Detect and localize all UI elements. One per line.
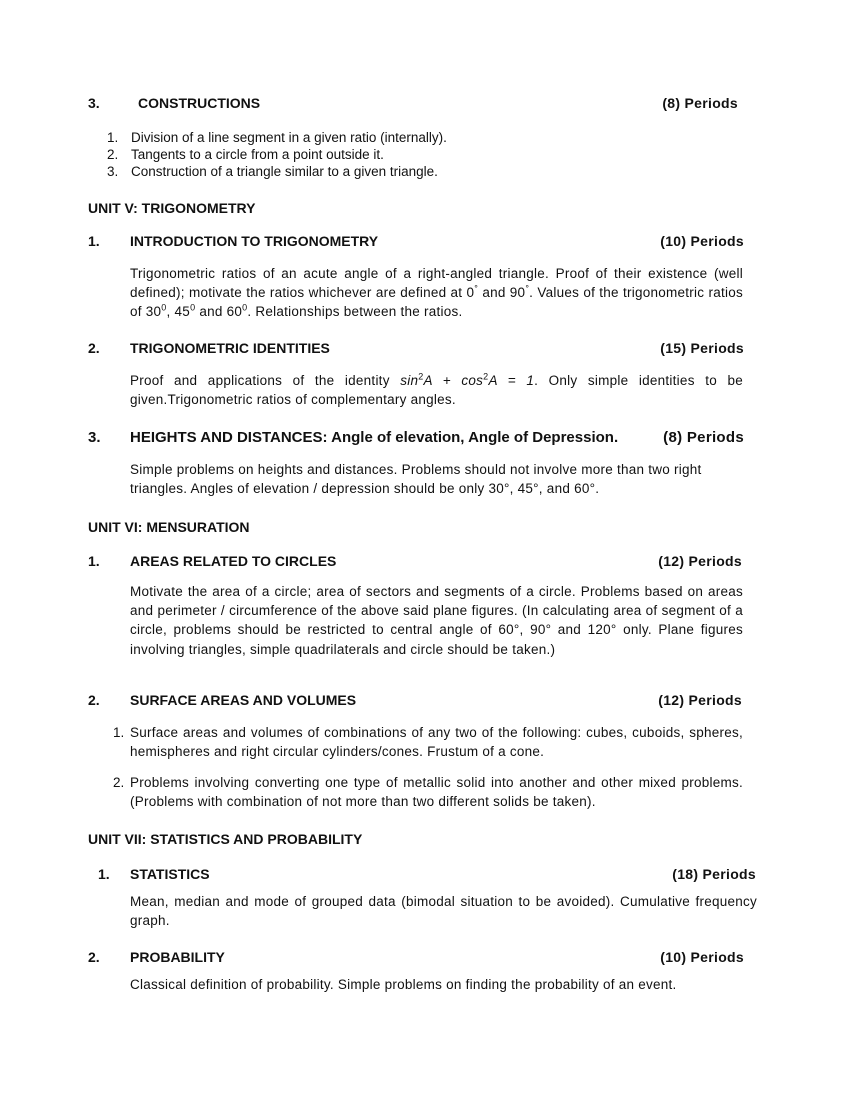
periods: (8) Periods [662,95,738,111]
periods: (10) Periods [660,233,744,249]
periods: (8) Periods [663,429,744,446]
section-number: 2. [88,949,100,965]
section-description: Simple problems on heights and distances. Problems should not involve more than two right triangles. Angles of elevation / depression should be only 30°, 45°, and 60°. [130,462,702,497]
section-title: HEIGHTS AND DISTANCES: Angle of elevation, Angle of Depression. [130,429,619,446]
list-item: Tangents to a circle from a point outside it. [131,147,384,162]
section-title: AREAS RELATED TO CIRCLES [130,553,337,569]
section-number: 2. [88,692,100,708]
section-title: TRIGONOMETRIC IDENTITIES [130,340,330,356]
section-description: Motivate the area of a circle; area of sectors and segments of a circle. Problems based on areas and perimeter / circumference of the above said plane figures. (In calculating area of segment of a circle, problems should be restricted to central angle of 60°, 90° and 120° only. Plane figures involving triangles, simple quadrilaterals and circle should be taken.) [130,584,743,657]
list-number: 1. [107,130,119,145]
section-number: 2. [88,340,100,356]
section-description: Classical definition of probability. Simple problems on finding the probability of an event. [130,977,677,992]
list-item: Construction of a triangle similar to a given triangle. [131,164,438,179]
periods: (18) Periods [672,866,756,882]
unit-title: UNIT VI: MENSURATION [88,519,250,535]
list-item: Surface areas and volumes of combinations of any two of the following: cubes, cuboids, spheres, hemispheres and right circular cylinders/cones. Frustum of a cone. [130,725,743,760]
section-title: CONSTRUCTIONS [138,95,261,111]
section-number: 1. [98,866,110,882]
section-description: Mean, median and mode of grouped data (bimodal situation to be avoided). Cumulative frequency graph. [130,894,757,929]
section-title: INTRODUCTION TO TRIGONOMETRY [130,233,379,249]
section-number: 1. [88,553,100,569]
periods: (15) Periods [660,340,744,356]
section-title: STATISTICS [130,866,210,882]
list-number: 2. [113,775,125,790]
section-number: 3. [88,95,100,111]
section-description: Proof and applications of the identity $\sin^2A + \cos^2A = 1$. Only simple identities to be given.Trigonometric ratios of complementary angles. [130,371,743,408]
list-item: Problems involving converting one type of metallic solid into another and other mixed problems. (Problems with combination of not more than two different solids be taken). [130,775,743,810]
unit-title: UNIT VII: STATISTICS AND PROBABILITY [88,831,363,847]
section-description: Trigonometric ratios of an acute angle of a right-angled triangle. Proof of their existence (well defined); motivate the ratios whichever are defined at 0° and 90°. Values of the trigonometric ratios of $30^0$, $45^0$ and $60^0$. Relationships between the ratios. [130,266,743,320]
list-number: 1. [113,725,125,740]
list-number: 3. [107,164,119,179]
list-number: 2. [107,147,119,162]
section-title: PROBABILITY [130,949,225,965]
section-number: 1. [88,233,100,249]
section-number: 3. [88,429,101,446]
section-title: SURFACE AREAS AND VOLUMES [130,692,357,708]
unit-title: UNIT V: TRIGONOMETRY [88,200,256,216]
periods: (12) Periods [658,553,742,569]
periods: (10) Periods [660,949,744,965]
list-item: Division of a line segment in a given ratio (internally). [131,130,447,145]
periods: (12) Periods [658,692,742,708]
